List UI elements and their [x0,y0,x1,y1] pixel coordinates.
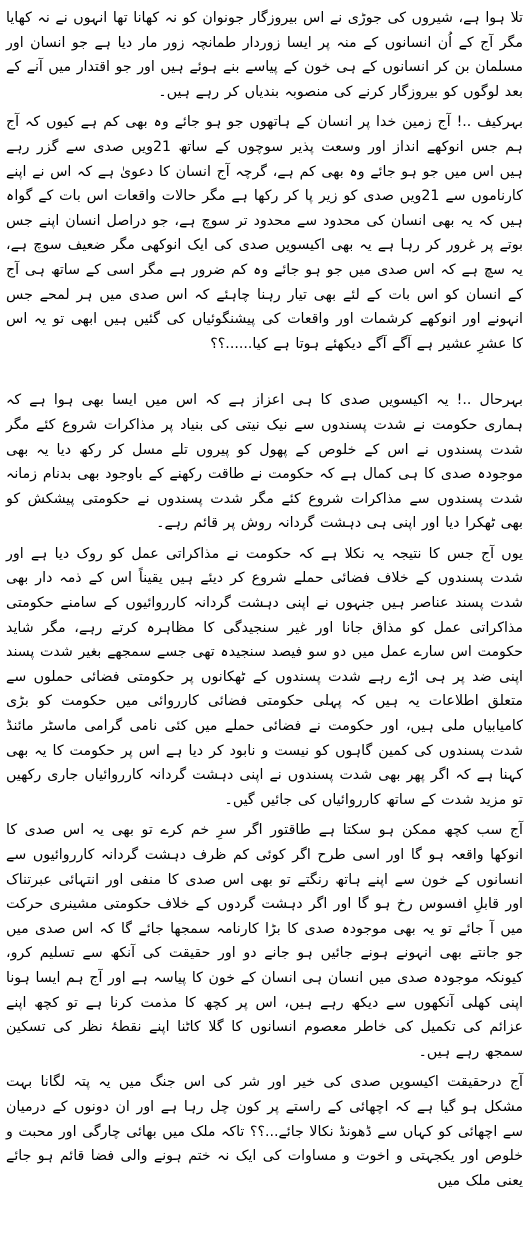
article-paragraph-3: بہرحال ..! یہ اکیسویں صدی کا ہی اعزاز ہے کہ اس میں ایسا بھی ہوا ہے کہ ہماری حکومت نے شدت پسندوں سے نیک نیتی کی بنیاد پر مذاکرات شروع کئے مگر شدت پسندوں نے اس کے خلوص کے پھول کو پیروں تلے مسل کر رکھ دیا یہ بھی موجودہ صدی کا ہی کمال ہے کہ حکومت نے طاقت رکھنے کے باوجود بھی بدنام زمانہ شدت پسندوں سے مذاکرات شروع کئے مگر شدت پسندوں نے حکومتی پیشکش کو بھی ٹھکرا دیا اور اپنی ہی دہشت گردانہ روش پر قائم رہے۔ [6,392,523,532]
article-paragraph-1: تلا ہوا ہے، شیروں کی جوڑی نے اس بیروزگار جونوان کو نہ کھانا تھا انہوں نے نہ کھایا مگر آج کے اُن انسانوں کے منہ پر ایسا زوردار طمانچہ زور مار دیا ہے جو انسان اور مسلمان بن کر انسانوں کے ہی خون کے پیاسے بنے ہوئے ہیں اور جو اقتدار میں آنے کے بعد لوگوں کو بیروزگار کرنے کی منصوبہ بندیاں کر رہے ہیں۔ [6,10,523,100]
section-spacer [6,356,523,388]
article-paragraph-5: آج سب کچھ ممکن ہو سکتا ہے طاقتور اگر سرِ خم کرے تو بھی یہ اس صدی کا انوکھا واقعہ ہو گا اور اسی طرح اگر کوئی کم ظرف دہشت گردانہ کارروائیوں سے انسانوں کے خون سے اپنے ہاتھ رنگتے تو بھی اس صدی کا منفی اور انتہائی عبرتناک اور قابلِ افسوس رخ ہو گا اور اگر دہشت گردوں کے خلاف حکومتی مشینری حرکت میں آ جائے تو یہ بھی موجودہ صدی کا بڑا کارنامہ سمجھا جائے گا کہ اس صدی میں جو جانتے بھی انہونے ہونے جائیں ہو جانے دو اور حقیقت کی آنکھ سے تسلیم کرو، کیونکہ موجودہ صدی میں انسان ہی انسان کے خون کا پیاسہ ہے اور آج ہم ایسا ہونا اپنی کھلی آنکھوں سے دیکھ رہے ہیں، اس پر کچھ کا مذمت کرنا ہے تو کچھ اپنے عزائم کی تکمیل کی خاطر معصوم انسانوں کا گلا کاٹنا اپنے نقطۂ نظر کی تسکین سمجھ رہے ہیں۔ [6,822,523,1060]
article-paragraph-2: بہرکیف ..! آج زمین خدا پر انسان کے ہاتھوں جو ہو جائے وہ بھی کم ہے کیوں کہ آج ہم جس انوکھے انداز اور وسعت پذیر سوچوں کے ساتھ 21ویں صدی سے گزر رہے ہیں اس میں جو ہو جائے وہ بھی کم ہے، گرچہ آج انسان کا دعویٰ ہے کہ اس نے اپنے کارناموں سے 21ویں صدی کو زیر پا کر رکھا ہے مگر حالات واقعات اس بات کے گواہ ہیں کہ یہ بھی انسان کی محدود سے محدود تر سوچ ہے، جو دراصل انسان اپنے جس بوتے پر غرور کر رہا ہے یہ بھی اکیسویں صدی کی ایک انوکھی مگر ضعیف سوچ ہے، یہ سچ ہے کہ اس صدی میں جو ہو جائے وہ کم ضرور ہے مگر اسی کے ساتھ ہی آج کے انسان کو اس بات کے لئے بھی تیار رہنا چاہئے کہ اس صدی میں ہر لمحے جس انہونے اور انوکھے کرشمات اور واقعات کی پیشنگوئیاں کی گئیں ہیں ابھی تو یہ اس کا عشرِ عشیر ہے آگے آگے دیکھئے ہوتا ہے کیا......؟؟ [6,114,523,352]
article-paragraph-4: یوں آج جس کا نتیجہ یہ نکلا ہے کہ حکومت نے مذاکراتی عمل کو روک دیا ہے اور شدت پسندوں کے خلاف فضائی حملے شروع کر دیئے ہیں یقیناً اس کے ذمہ دار بھی شدت پسند عناصر ہیں جنہوں نے اپنی دہشت گردانہ کارروائیوں کے سامنے حکومتی مذاکراتی عمل کو مذاق جانا اور غیر سنجیدگی کا مظاہرہ کرتے رہے، مگر شاید حکومت اس سارے عمل میں دو سو فیصد سنجیدہ تھی جسے سمجھے بغیر شدت پسند اپنی ضد پر ہی اڑے رہے شدت پسندوں کے ٹھکانوں پر حکومتی فضائی حملوں سے متعلق اطلاعات یہ ہیں کہ پہلی حکومتی فضائی کارروائی میں حکومت کو بڑی کامیابیاں ملی ہیں، اور حکومت نے فضائی حملے میں کئی نامی گرامی ماسٹر مائنڈ شدت پسندوں کی کمین گاہوں کو نیست و نابود کر دیا ہے اس پر حکومت کا یہ بھی کہنا ہے کہ اگر پھر بھی شدت پسندوں نے اپنی دہشت گردانہ کارروائیاں جاری رکھیں تو مزید شدت کے ساتھ کارروائیاں کی جائیں گیں۔ [6,545,523,808]
article-paragraph-6: آج درحقیقت اکیسویں صدی کی خیر اور شر کی اس جنگ میں یہ پتہ لگانا بہت مشکل ہو گیا ہے کہ اچھائی کے راستے پر کون چل رہا ہے اور ان دونوں کے درمیان سے اچھائی کو کہاں سے ڈھونڈ نکالا جائے...؟؟ تاکہ ملک میں بھائی چارگی اور محبت و خلوص اور یکجہتی و اخوت و مساوات کی ایک نہ ختم ہونے والی فضا قائم ہو جائے یعنی ملک میں [6,1074,523,1189]
